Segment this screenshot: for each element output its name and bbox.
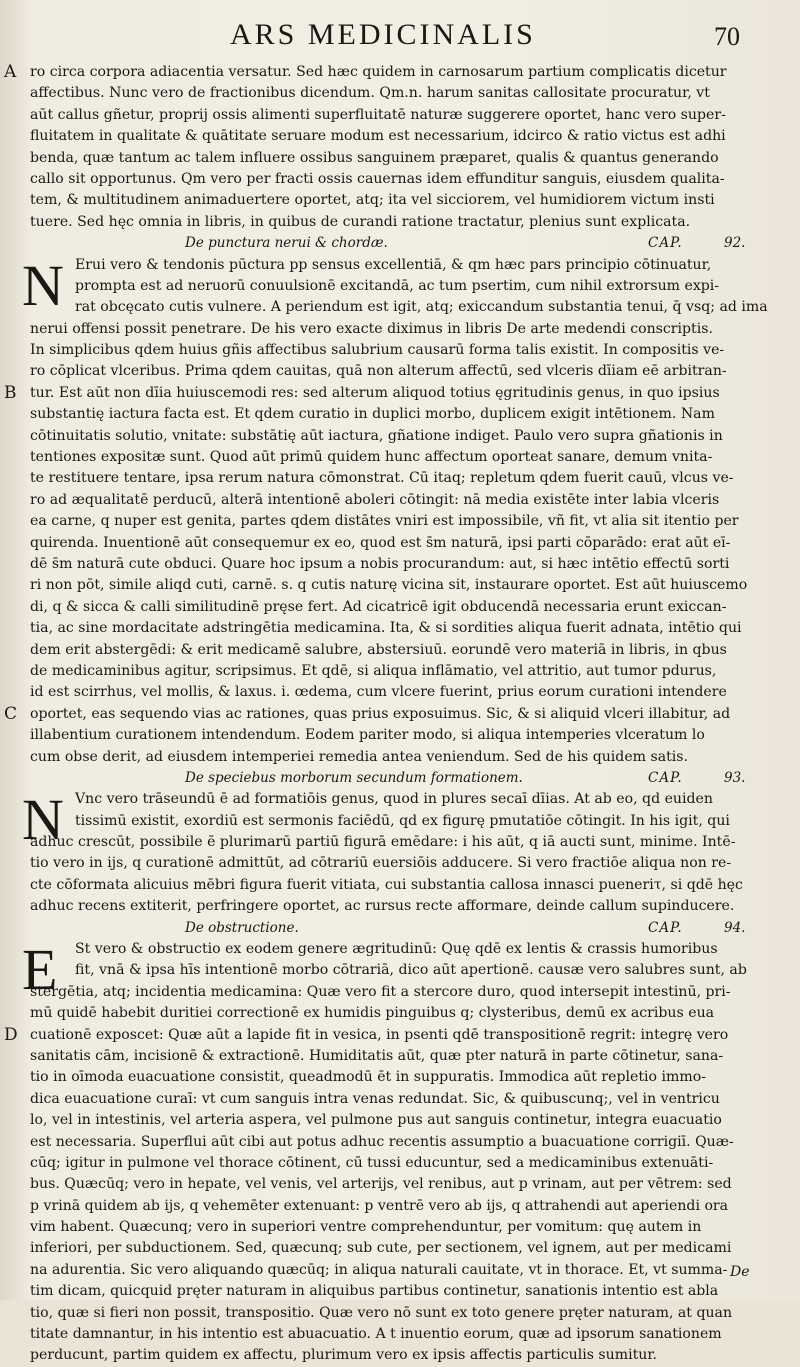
- text-line: [30, 1303, 770, 1324]
- text-line: [30, 169, 770, 190]
- line-text: tuere. Sed hęc omnia in libris, in quibus de curandi ratione tractatur, plenius sunt explicata.: [30, 213, 691, 230]
- text-line: [30, 1089, 770, 1110]
- text-line: [4, 62, 770, 83]
- text-line: [30, 255, 770, 276]
- text-line: [30, 1345, 770, 1366]
- text-line: [30, 404, 770, 425]
- line-text: oportet, eas sequendo vias ac rationes, quas prius exposuimus. Sic, & si aliquid vlceri illabitur, ad: [30, 705, 731, 722]
- line-text: callo sit opportunus. Qm vero per fracti ossis cauernas idem effunditur sanguis, eiusdem qualita-: [30, 170, 725, 187]
- line-text: mū quidē habebit duritiei correctionē ex humidis pinguibus q; clysteribus, demū ex acribus eua: [30, 1005, 715, 1022]
- chapter-cap-label: CAP.: [648, 919, 683, 936]
- text-line: [30, 533, 770, 554]
- line-text: perducunt, partim quidem ex affectu, plurimum vero ex ipsis affectis particulis sumitur.: [30, 1347, 658, 1364]
- text-line: [30, 1281, 770, 1302]
- text-line: [30, 853, 770, 874]
- paragraph: [4, 252, 770, 768]
- text-line: [30, 896, 770, 917]
- catchword: De: [730, 1264, 750, 1280]
- text-line: [30, 618, 770, 639]
- line-text: tim dicam, quicquid pręter naturam in aliquibus partibus continetur, sanationis intentio est abla: [30, 1283, 719, 1300]
- text-line: [30, 319, 770, 340]
- chapter-heading: [30, 918, 770, 939]
- line-text: fit, vnā & ipsa hīs intentionē morbo cōtrariā, dico aūt apertionē. causæ vero salubres sunt, ab: [75, 962, 747, 979]
- folio-number: 70: [714, 22, 740, 51]
- line-text: dem erit abstergēdi: & erit medicamē salubre, abstersiuū. eorundē vero materiā in libris, in qbus: [30, 641, 727, 658]
- text-line: [30, 1238, 770, 1259]
- text-line: [30, 640, 770, 661]
- line-text: Erui vero & tendonis pūctura pp sensus excellentiā, & qm hæc pars principio cōtinuatur,: [75, 256, 712, 273]
- running-title: ARS MEDICINALIS: [230, 18, 536, 51]
- paragraph: [4, 937, 770, 1367]
- line-text: tissimū existit, exordiū est sermonis faciēdū, qd ex figurę pmutatiōe cōtingit. In his igit, qui: [75, 812, 730, 829]
- text-line: [30, 1153, 770, 1174]
- line-text: cūq; igitur in pulmone vel thorace cōtinent, cū tussi educuntur, sed a medicaminibus extenuāti-: [30, 1154, 714, 1171]
- line-text: prompta est ad neruorū conuulsionē excitandā, ac tum psertim, cum nihil extrorsum expi-: [75, 277, 720, 294]
- chapter-title: De punctura nerui & chordæ.: [185, 235, 388, 252]
- chapter-heading: [30, 768, 770, 789]
- line-text: ri non pōt, simile aliqd cuti, carnē. s. q cutis naturę vicina sit, instaurare oportet. Est aūt huiuscemo: [30, 577, 748, 594]
- line-text: substantię iactura facta est. Et qdem curatio in duplici morbo, duplicem exigit intētionem. Nam: [30, 406, 715, 423]
- line-text: tem, & multitudinem animaduertere oportet, atq; ita vel sicciorem, vel humidiorem victum insti: [30, 192, 715, 209]
- margin-letter: D: [4, 1024, 18, 1045]
- text-line: [30, 276, 770, 297]
- text-line: [30, 960, 770, 981]
- line-text: bus. Quæcūq; vero in hepate, vel venis, vel arterijs, vel renibus, aut p vrinam, aut per vētrem: sed: [30, 1176, 732, 1193]
- line-text: affectibus. Nunc vero de fractionibus dicendum. Qm.n. harum sanitas callositate procuratur, vt: [30, 85, 710, 102]
- margin-letter: B: [4, 382, 17, 403]
- margin-letter: A: [4, 62, 17, 82]
- text-line: [4, 382, 770, 404]
- running-head: [0, 18, 800, 58]
- line-text: tio vero in ijs, q curationē admittūt, ad cōtrariū euersiōis adducere. Si vero fractiōe aliqua non re-: [30, 855, 732, 872]
- line-text: adhuc crescūt, possibile ē plurimarū partiū figurā emēdare: i his aūt, q iā aucti sunt, minime. Intē-: [30, 834, 736, 851]
- text-line: [30, 1003, 770, 1024]
- text-line: [30, 982, 770, 1003]
- line-text: Vnc vero trāseundū ē ad formatiōis genus, quod in plures secaī dīias. At ab eo, qd euiden: [75, 791, 713, 808]
- text-line: [30, 832, 770, 853]
- text-line: [30, 747, 770, 768]
- text-line: [30, 83, 770, 104]
- line-text: nerui offensi possit penetrare. De his vero exacte diximus in libris De arte medendi conscriptis.: [30, 320, 713, 337]
- text-line: [30, 468, 770, 489]
- text-line: [30, 597, 770, 618]
- text-line: [30, 148, 770, 169]
- text-line: [30, 554, 770, 575]
- line-text: vim habent. Quæcunq; vero in superiori ventre comprehenduntur, per vomitum: quę autem in: [30, 1219, 702, 1236]
- line-text: ro circa corpora adiacentia versatur. Sed hæc quidem in carnosarum partium complicatis dicetur: [30, 64, 727, 80]
- line-text: titate damnantur, in his intentio est abuacuatio. A t inuentio eorum, quæ ad ipsorum sanationem: [30, 1326, 722, 1343]
- text-line: [30, 190, 770, 211]
- chapter-heading: [30, 233, 770, 254]
- text-line: [30, 447, 770, 468]
- line-text: sanitatis cām, incisionē & extractionē. Humiditatis aūt, quæ pter naturā in parte cōtinetur, sana-: [30, 1047, 724, 1064]
- chapter-cap-label: CAP.: [648, 235, 683, 252]
- text-line: [30, 682, 770, 703]
- line-text: adhuc recens extiterit, perfringere oportet, ac rursus recte afformare, deinde callum supinducere.: [30, 898, 735, 915]
- line-text: te restituere tentare, ipsa rerum natura cōmonstrat. Cū itaq; repletum qdem fuerit cauū, vlcus ve-: [30, 470, 734, 487]
- line-text: cum obse derit, ad eiusdem intemperiei remedia antea veniendum. Sed de his quidem satis.: [30, 748, 689, 765]
- text-line: [30, 1217, 770, 1238]
- line-text: inferiori, per subductionem. Sed, quæcunq; sub cute, per sectionem, vel ignem, aut per medicami: [30, 1240, 732, 1257]
- line-text: rat obcęcato cutis vulnere. A periendum est igit, atq; exiccandum substantia tenui, q̄ vsq; ad ima: [75, 299, 768, 316]
- line-text: quirenda. Inuentionē aūt consequemur ex eo, quod est s̄m naturā, ipsi parti cōparādo: erat aūt eī-: [30, 534, 731, 551]
- line-text: aūt callus gñetur, proprij ossis alimenti superfluitatē naturæ suggerere oportet, hanc vero super-: [30, 106, 726, 123]
- drop-initial: N: [22, 787, 64, 853]
- chapter-number: 94.: [724, 919, 746, 936]
- line-text: ea carne, q nuper est genita, partes qdem distātes vniri est impossibile, vñ fit, vt alia sit itentio per: [30, 513, 739, 530]
- line-text: cuationē exposcet: Quæ aūt a lapide fit in vesica, in psenti qdē transpositionē regrit: integrę vero: [30, 1026, 729, 1043]
- text-line: [30, 789, 770, 810]
- text-line: [30, 811, 770, 832]
- chapter-title: De obstructione.: [185, 919, 299, 936]
- text-line: [30, 875, 770, 896]
- text-line: [30, 1046, 770, 1067]
- line-text: de medicaminibus agitur, scripsimus. Et qdē, si aliqua inflāmatio, vel attritio, aut tumor pdurus,: [30, 662, 717, 679]
- line-text: di, q & sicca & calli similitudinē pręse fert. Ad cicatricē igit obducendā necessaria erunt exiccan-: [30, 598, 727, 615]
- line-text: dē s̄m naturā cute obduci. Quare hoc ipsum a nobis procurandum: aut, si hæc intētio effectū sorti: [30, 555, 730, 572]
- text-line: [30, 126, 770, 147]
- line-text: dica euacuatione curaī: vt cum sanguis intra venas redundat. Sic, & quibuscunq;, vel in ventricu: [30, 1090, 720, 1107]
- line-text: tur. Est aūt non dīia huiuscemodi res: sed alterum aliquod totius ęgritudinis genus, in quo ipsius: [30, 384, 720, 401]
- chapter-title: De speciebus morborum secundum formationem.: [185, 769, 523, 786]
- drop-initial: N: [22, 252, 64, 318]
- text-line: [30, 939, 770, 960]
- line-text: cte cōformata alicuius mēbri figura fuerit vitiata, cui substantia callosa innasci pueneriτ, si qdē hęc: [30, 876, 743, 893]
- line-text: St vero & obstructio ex eodem genere ægritudinū: Quę qdē ex lentis & crassis humoribus: [75, 941, 718, 958]
- line-text: est necessaria. Superflui aūt cibi aut potus adhuc recentis assumptio a buacuatione corrigiī. Quæ-: [30, 1133, 734, 1150]
- text-line: [30, 1260, 770, 1281]
- text-line: [30, 1324, 770, 1345]
- margin-letter: C: [4, 703, 18, 724]
- text-line: [30, 297, 770, 318]
- line-text: fluitatem in qualitate & quātitate seruare modum est necessarium, idcirco & ratio victus est adhi: [30, 128, 726, 145]
- line-text: tia, ac sine mordacitate adstringētia medicamina. Ita, & si sordities aliqua fuerit adnata, intētio qui: [30, 620, 742, 637]
- text-line: [30, 1174, 770, 1195]
- text-line: [30, 1196, 770, 1217]
- text-line: [4, 703, 770, 725]
- text-line: [30, 1110, 770, 1131]
- text-line: [30, 511, 770, 532]
- chapter-number: 93.: [724, 769, 746, 786]
- line-text: id est scirrhus, vel mollis, & laxus. i. œdema, cum vlcere fuerint, prius eorum curationi intendere: [30, 684, 727, 701]
- text-line: [30, 361, 770, 382]
- line-text: cōtinuitatis solutio, vnitate: substātię aūt iactura, gñatione indiget. Paulo vero supra gñationis in: [30, 427, 723, 444]
- text-line: [30, 661, 770, 682]
- paragraph: [4, 62, 770, 233]
- line-text: p vrinā quidem ab ijs, q vehemēter extenuant: p ventrē vero ab ijs, q attrahendi aut aperiendi ora: [30, 1197, 729, 1214]
- drop-initial: E: [22, 937, 58, 1003]
- line-text: na adurentia. Sic vero aliquando quæcūq; in aliqua naturali cauitate, vt in thorace. Et, vt summa-: [30, 1261, 728, 1278]
- chapter-number: 92.: [724, 235, 746, 252]
- text-line: [30, 340, 770, 361]
- line-text: In simplicibus qdem huius gñis affectibus salubrium causarū forma talis existit. In compositis ve-: [30, 342, 725, 359]
- text-line: [30, 575, 770, 596]
- paragraph: [22, 787, 770, 917]
- line-text: benda, quæ tantum ac talem influere ossibus sanguinem præparet, qualis & quantus generando: [30, 149, 719, 166]
- text-line: [30, 426, 770, 447]
- line-text: tio in oīmoda euacuatione consistit, queadmodū ēt in suppuratis. Immodica aūt repletio immo-: [30, 1069, 706, 1086]
- text-line: [30, 725, 770, 746]
- text-line: [30, 1067, 770, 1088]
- text-line: [30, 490, 770, 511]
- line-text: tentiones expositæ sunt. Quod aūt primū quidem hunc affectum oporteat sanare, demum vnita-: [30, 449, 713, 466]
- text-line: [30, 1132, 770, 1153]
- text-line: [30, 105, 770, 126]
- text-line: [30, 212, 770, 233]
- line-text: tio, quæ si fieri non possit, transpositio. Quæ vero nō sunt ex toto genere pręter naturam, at quan: [30, 1304, 733, 1321]
- text-line: [4, 1024, 770, 1046]
- body-text: [4, 62, 770, 1367]
- line-text: illabentium curationem intendendum. Eodem pariter modo, si aliqua intemperies vlceratum lo: [30, 727, 705, 744]
- line-text: ro cōplicat vlceribus. Prima qdem cauitas, quā non alterum affectū, sed vlceris dīiam eē arbitran-: [30, 363, 727, 380]
- line-text: lo, vel in intestinis, vel arteria aspera, vel pulmone pus aut sanguis continetur, integra euacuatio: [30, 1112, 722, 1129]
- line-text: ro ad æqualitatē perducū, alterā intentionē aboleri cōtingit: nā media existēte inter labia vlceris: [30, 491, 720, 508]
- chapter-cap-label: CAP.: [648, 769, 683, 786]
- line-text: stergētia, atq; incidentia medicamina: Quæ vero fit a stercore duro, quod intersepit intestinū, pri-: [30, 983, 731, 1000]
